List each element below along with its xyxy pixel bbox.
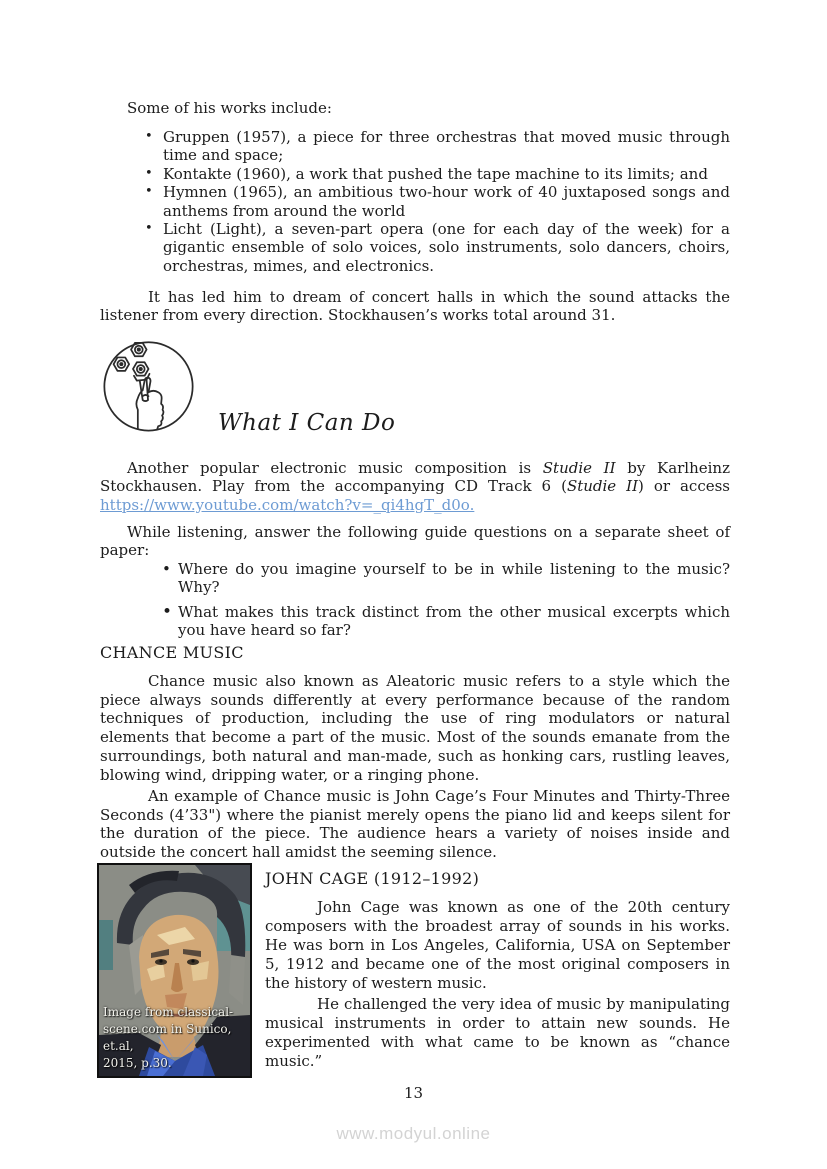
caption-line: Image from classical- <box>103 1005 234 1019</box>
works-lead-paragraph: Some of his works include: <box>127 99 332 117</box>
image-credit-caption <box>103 1004 248 1072</box>
work-title-italic: Studie II <box>566 477 638 496</box>
bullet-icon: • <box>145 184 153 200</box>
listening-instructions: While listening, answer the following guide questions on a separate sheet of paper: <box>100 523 730 560</box>
studie-paragraph <box>100 459 730 514</box>
site-watermark: www.modyul.online <box>336 1124 491 1143</box>
hand-wrench-icon <box>100 336 197 433</box>
work-item-text: Gruppen (1957), a piece for three orchestras that moved music through time and space; <box>163 128 730 165</box>
what-i-can-do-heading: What I Can Do <box>218 410 396 436</box>
john-cage-paragraph-1: John Cage was known as one of the 20th century composers with the broadest array of sounds in his works. He was born in Los Angeles, California, USA on September 5, 1912 and became one of the most original composers in the history of western music. <box>265 898 730 992</box>
bullet-icon: • <box>145 165 153 181</box>
john-cage-portrait <box>97 863 252 1078</box>
list-item <box>100 603 730 640</box>
list-item <box>100 560 730 597</box>
bullet-icon: • <box>162 560 171 578</box>
paragraph-text: by Karlheinz Stockhausen. Play from the accompanying CD Track 6 ( <box>100 459 730 496</box>
works-list <box>100 128 730 275</box>
bullet-icon: • <box>162 601 173 622</box>
bullet-icon: • <box>145 221 153 237</box>
list-item <box>100 128 730 165</box>
list-item <box>100 183 730 220</box>
paragraph-text: ) or access <box>638 477 731 496</box>
work-item-text: Hymnen (1965), an ambitious two-hour work of 40 juxtaposed songs and anthems from around the world <box>163 183 730 220</box>
chance-music-paragraph-1: Chance music also known as Aleatoric music refers to a style which the piece always sounds differently at every performance because of the random techniques of production, including the use of ring modulators or natural elements that become a part of the music. Most of the sounds emanate from the surroundings, both natural and man-made, such as honking cars, rustling leaves, blowing wind, dripping water, or a ringing phone. <box>100 672 730 784</box>
john-cage-heading: JOHN CAGE (1912–1992) <box>265 869 480 888</box>
list-item <box>100 165 730 183</box>
question-text: What makes this track distinct from the other musical excerpts which you have heard so far? <box>178 602 730 640</box>
work-item-text: Kontakte (1960), a work that pushed the tape machine to its limits; and <box>163 164 708 183</box>
work-item-text: Licht (Light), a seven-part opera (one for each day of the week) for a gigantic ensemble of solo voices, solo instruments, solo dancers, choirs, orchestras, mimes, and electronics. <box>163 220 730 275</box>
list-item <box>100 220 730 275</box>
john-cage-paragraph-2: He challenged the very idea of music by manipulating musical instruments in order to attain new sounds. He experimented with what came to be known as “chance music.” <box>265 995 730 1070</box>
works-closing-paragraph: It has led him to dream of concert halls in which the sound attacks the listener from every direction. Stockhausen’s works total around 31. <box>100 288 730 325</box>
youtube-link[interactable]: https://www.youtube.com/watch?v=_qi4hgT_d0o. <box>100 495 475 514</box>
chance-music-paragraph-2: An example of Chance music is John Cage’s Four Minutes and Thirty-Three Seconds (4’33") where the pianist merely opens the piano lid and keeps silent for the duration of the piece. The audience hears a variety of noises inside and outside the concert hall amidst the seeming silence. <box>100 787 730 862</box>
caption-line: 2015, p.30. <box>103 1056 172 1070</box>
work-title-italic: Studie II <box>542 459 616 477</box>
guide-questions-list <box>100 560 730 640</box>
chance-music-heading: CHANCE MUSIC <box>100 643 244 662</box>
question-text: Where do you imagine yourself to be in while listening to the music? Why? <box>178 560 730 597</box>
bullet-icon: • <box>145 129 153 144</box>
paragraph-text: Another popular electronic music composition is <box>127 459 543 477</box>
page-number: 13 <box>403 1084 424 1102</box>
caption-line: scene.com in Sunico, et.al, <box>103 1022 232 1053</box>
